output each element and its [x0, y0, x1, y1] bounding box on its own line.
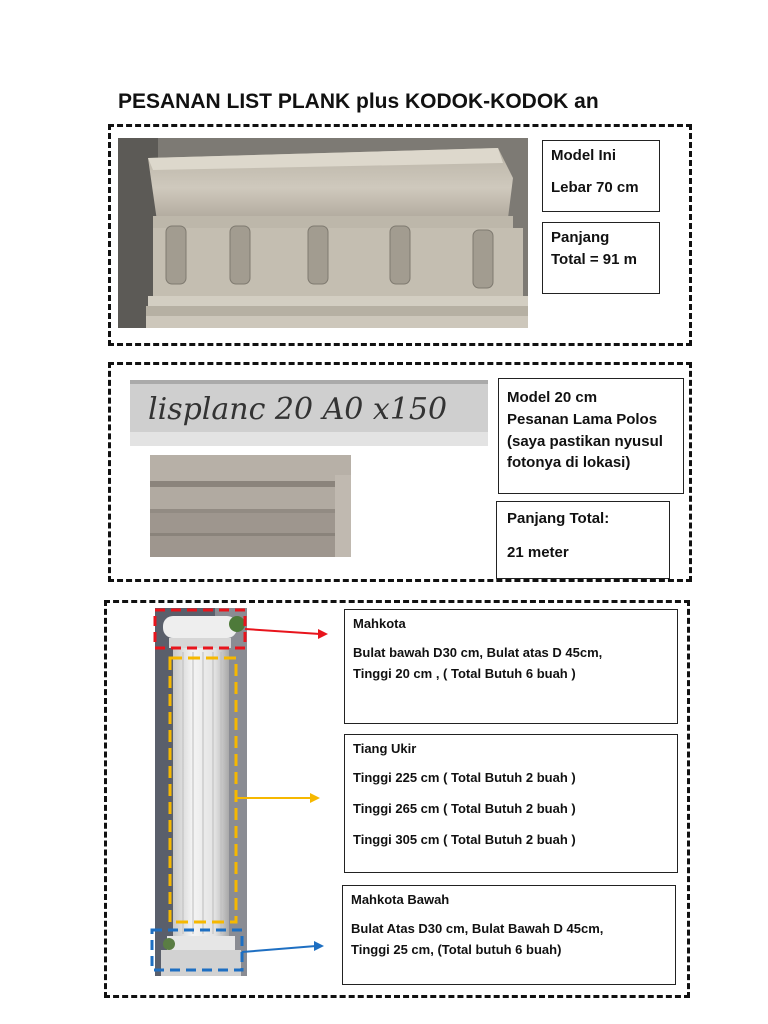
bawah-line-1: Bulat Atas D30 cm, Bulat Bawah D 45cm, [351, 921, 604, 936]
handwritten-label: lisplanc 20 A0 x150 [148, 392, 448, 427]
panjang-label: Panjang [551, 229, 610, 246]
mahkota-box [344, 609, 678, 724]
mahkota-bawah-highlight [152, 930, 242, 970]
panjang-total-label: Panjang Total: [507, 510, 610, 527]
bawah-line-2: Tinggi 25 cm, (Total butuh 6 buah) [351, 942, 562, 957]
mahkota-arrow [245, 629, 320, 634]
mahkota-bawah-box [342, 885, 676, 985]
panjang-value: Total = 91 m [551, 251, 638, 268]
mahkota-line-1: Bulat bawah D30 cm, Bulat atas D 45cm, [353, 645, 603, 660]
note-line-1: (saya pastikan nyusul [507, 432, 663, 450]
tiang-ukir-box [344, 734, 678, 873]
bawah-arrow [242, 946, 316, 952]
mahkota-highlight [155, 610, 245, 648]
mahkota-heading: Mahkota [353, 616, 406, 631]
tiang-line-1: Tinggi 225 cm ( Total Butuh 2 buah ) [353, 770, 576, 785]
model-20-label: Model 20 cm [507, 389, 598, 406]
mahkota-arrow-head [318, 629, 328, 639]
page-title: PESANAN LIST PLANK plus KODOK-KODOK an [118, 90, 599, 113]
pesanan-lama-label: Pesanan Lama Polos [507, 410, 658, 428]
panjang-total-value: 21 meter [507, 544, 569, 561]
bawah-arrow-head [314, 941, 324, 951]
tiang-heading: Tiang Ukir [353, 741, 417, 756]
bawah-heading: Mahkota Bawah [351, 892, 450, 907]
mahkota-line-2: Tinggi 20 cm , ( Total Butuh 6 buah ) [353, 666, 576, 681]
tiang-line-2: Tinggi 265 cm ( Total Butuh 2 buah ) [353, 801, 576, 816]
note-line-2: fotonya di lokasi) [507, 454, 631, 472]
tiang-highlight [170, 658, 236, 922]
model-label: Model Ini [551, 147, 616, 164]
tiang-line-3: Tinggi 305 cm ( Total Butuh 2 buah ) [353, 832, 576, 847]
tiang-arrow-head [310, 793, 320, 803]
lebar-label: Lebar 70 cm [551, 179, 639, 196]
